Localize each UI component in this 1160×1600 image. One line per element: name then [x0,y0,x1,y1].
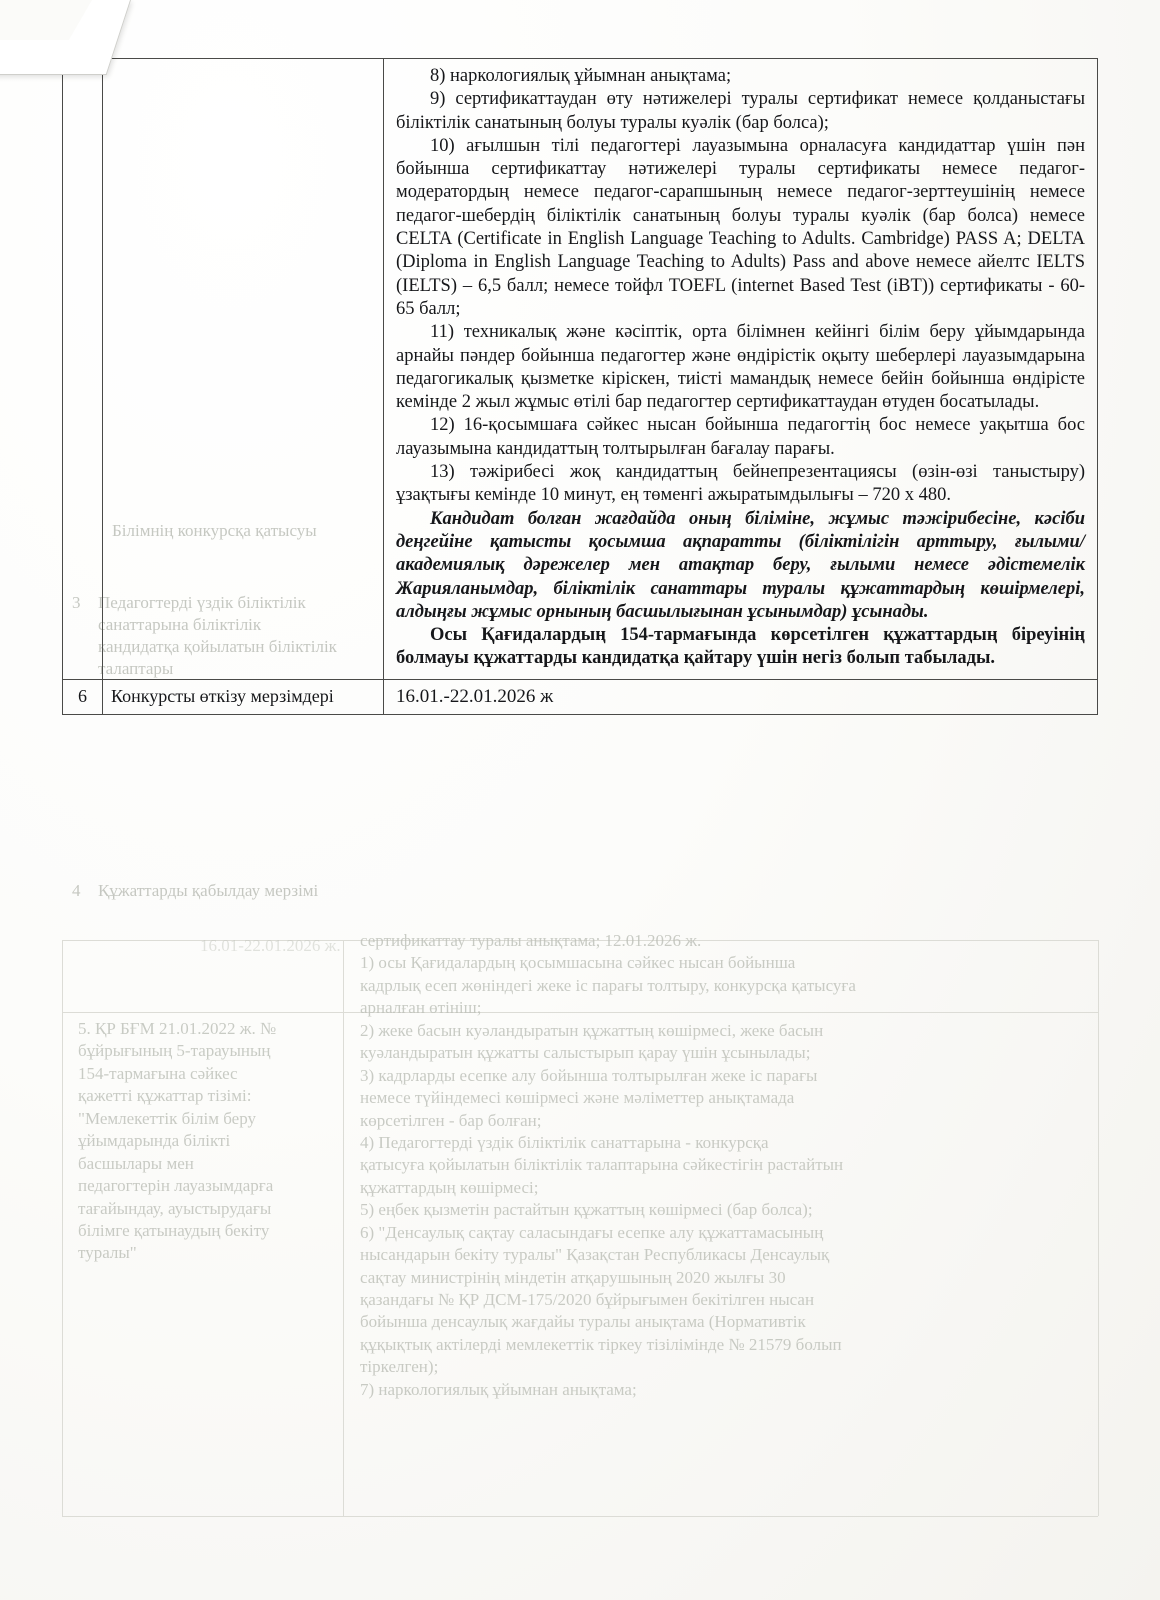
requirements-table [62,58,1098,715]
bleed-line: қазандағы № ҚР ДСМ-175/2020 бұйрығымен бекітілген нысан [360,1290,815,1309]
bleed-line: 154-тармағына сәйкес [78,1063,238,1083]
bleed-line: бұйрығының 5-тарауының [78,1041,271,1061]
faint-label-row-4-number: 4 [72,881,81,900]
bleed-line: 2) жеке басын куәландыратын құжаттың көшірмесі, жеке басын [360,1020,824,1040]
bleed-line: арналған өтініш; [360,998,482,1018]
table-row-competition-dates [63,680,1097,714]
bleed-line: кадрлық есеп жөніндегі жеке іс парағы толтыру, конкурсқа қатысуға [360,975,856,995]
bleed-line: 5. ҚР БҒМ 21.01.2022 ж. № [78,1019,277,1038]
row-label-cell: Конкурсты өткізу мерзімдері [103,680,384,714]
bleed-line: сертификаттау туралы анықтама; 12.01.2026 ж. [360,931,702,950]
bleed-line: қажетті құжаттар тізімі: [78,1086,252,1106]
bleed-line: 4) Педагогтерді үздік біліктілік санаттарына - конкурсқа [360,1132,769,1152]
bleed-table-vline-right [1098,940,1099,1516]
bleed-line: сақтау министрінің міндетін атқарушының 2020 жылғы 30 [360,1267,786,1287]
bleed-table-vline-left [62,940,63,1516]
bleed-line: тіркелген); [360,1357,439,1377]
doc-paragraph: 11) техникалық және кәсіптік, орта білімнен кейінгі білім беру ұйымдарында арнайы пәндер бойынша педагогтер және өндірістік оқыту шеберлері лауазымдарына педагогикалық қызметке кіріскен, тиісті мамандық немесе бейін бойынша өндірісте кемінде 2 жыл жұмыс өтілі бар педагогтер сертификаттаудан өтуден босатылады. [396,322,1085,413]
row-label-cell [103,59,384,679]
bleed-line: тағайындау, ауыстырудағы [78,1198,272,1218]
bleed-line: 1) осы Қағидалардың қосымшасына сәйкес нысан бойынша [360,953,796,973]
bleed-line: 6) "Денсаулық сақтау саласындағы есепке алу құжаттамасының [360,1222,824,1242]
bleed-line: білімге қатынаудың бекіту [78,1220,270,1240]
doc-paragraph: 10) ағылшын тілі педагогтері лауазымына орналасуға кандидаттар үшін пән бойынша сертификаттау нәтижелері туралы сертификаты немесе педагог-модератордың немесе педагог-сарапшының немесе педагог-зерттеушінің немесе педагог-шебердің біліктілік санатының болуы туралы куәлік (бар болса) немесе CELTA (Certificate in English Language Teaching to Adults. Cambridge) PASS A; DELTA (Diploma in English Language Teaching to Adults) Pass and above немесе айелтс IELTS (IELTS) – 6,5 балл; немесе тойфл TOEFL (internet Based Test (iBT)) сертификаты - 60-65 балл; [396,135,1085,319]
bleed-line: нысандарын бекіту туралы" Қазақстан Республикасы Денсаулық [360,1245,830,1265]
bleed-line: көрсетілген - бар болған; [360,1110,542,1130]
bleed-line: 3) кадрларды есепке алу бойынша толтырылған жеке іс парағы [360,1065,818,1085]
table-row [63,59,1097,680]
bleed-line: құқықтық актілерді мемлекеттік тіркеу тізілімінде № 21579 болып [360,1334,842,1354]
bleed-line: қатысуға қойылатын біліктілік талаптарына сәйкестігін растайтын [360,1155,844,1175]
doc-paragraph: 12) 16-қосымшаға сәйкес нысан бойынша педагогтің бос немесе уақытша бос лауазымына кандидаттың толтырылған бағалау парағы. [396,415,1085,459]
bleed-line: туралы" [78,1243,137,1263]
faint-label-row-3-pre: Білімнің конкурсқа қатысуы [112,521,317,540]
bleed-line: ұйымдарында білікті [78,1131,231,1151]
row-content-cell: 16.01.-22.01.2026 ж [396,685,554,707]
bleed-line: педагогтерін лауазымдарға [78,1176,274,1196]
faint-label-row-4: 4 Құжаттарды қабылдау мерзімі [98,880,343,902]
bleed-line: куәландыратын құжатты салыстырып қарау үшін ұсынылады; [360,1043,811,1063]
bleed-table-vline-mid [343,940,344,1516]
bleed-line: 7) наркологиялық ұйымнан анықтама; [360,1379,637,1399]
doc-paragraph-emphasis: Кандидат болған жағдайда оның біліміне, жұмыс тәжірибесіне, кәсіби деңгейіне қатысты қосымша ақпаратты (біліктілігін арттыру, ғылыми/академиялық дәрежелер мен атақтар беру, ғылыми немесе әдістемелік Жарияланымдар, біліктілік санаттары туралы құжаттардың көшірмелері, алдыңғы жұмыс орнының басшылығынан ұсынымдар) ұсынады. [396,508,1085,622]
bleed-right-column [360,930,1090,1401]
bleed-line: 5) еңбек қызметін растайтын құжаттың көшірмесі (бар болса); [360,1200,813,1220]
bleed-line: құжаттардың көшірмесі; [360,1177,539,1197]
faint-label-row-3: 3 Педагогтерді үздік біліктілік санаттарына біліктілік кандидатқа қойылатын біліктілік талаптары [72,593,337,679]
bleed-left-column [78,1018,336,1265]
bleed-table-line-bottom [62,1516,1098,1517]
row-number-cell [63,59,103,679]
doc-paragraph: 13) тәжірибесі жоқ кандидаттың бейнепрезентациясы (өзін-өзі таныстыру) ұзақтығы кемінде 10 минут, ең төменгі ажыратымдылығы – 720 x 480. [396,462,1085,506]
row-number-cell: 6 [63,680,103,714]
bleed-line: бойынша денсаулық жағдайы туралы анықтама (Нормативтік [360,1312,806,1332]
faint-label-row-3-number: 3 [72,593,81,612]
doc-paragraph-strong: Осы Қағидалардың 154-тармағында көрсетілген құжаттардың біреуінің болмауы құжаттарды кандидатқа қайтару үшін негіз болып табылады. [396,625,1085,669]
bleed-line: немесе түйіндемесі көшірмесі және мәліметтер анықтамада [360,1088,795,1108]
bleed-line: басшылары мен [78,1153,194,1173]
bleed-line: "Мемлекеттік білім беру [78,1108,256,1128]
row-content-cell [384,59,1097,679]
bleed-dates-text: 16.01-22.01.2026 ж. [200,936,341,955]
doc-paragraph: 9) сертификаттаудан өту нәтижелері туралы сертификат немесе қолданыстағы біліктілік санатының болуы туралы куәлік (бар болса); [396,89,1085,133]
doc-paragraph: 8) наркологиялық ұйымнан анықтама; [430,66,732,86]
